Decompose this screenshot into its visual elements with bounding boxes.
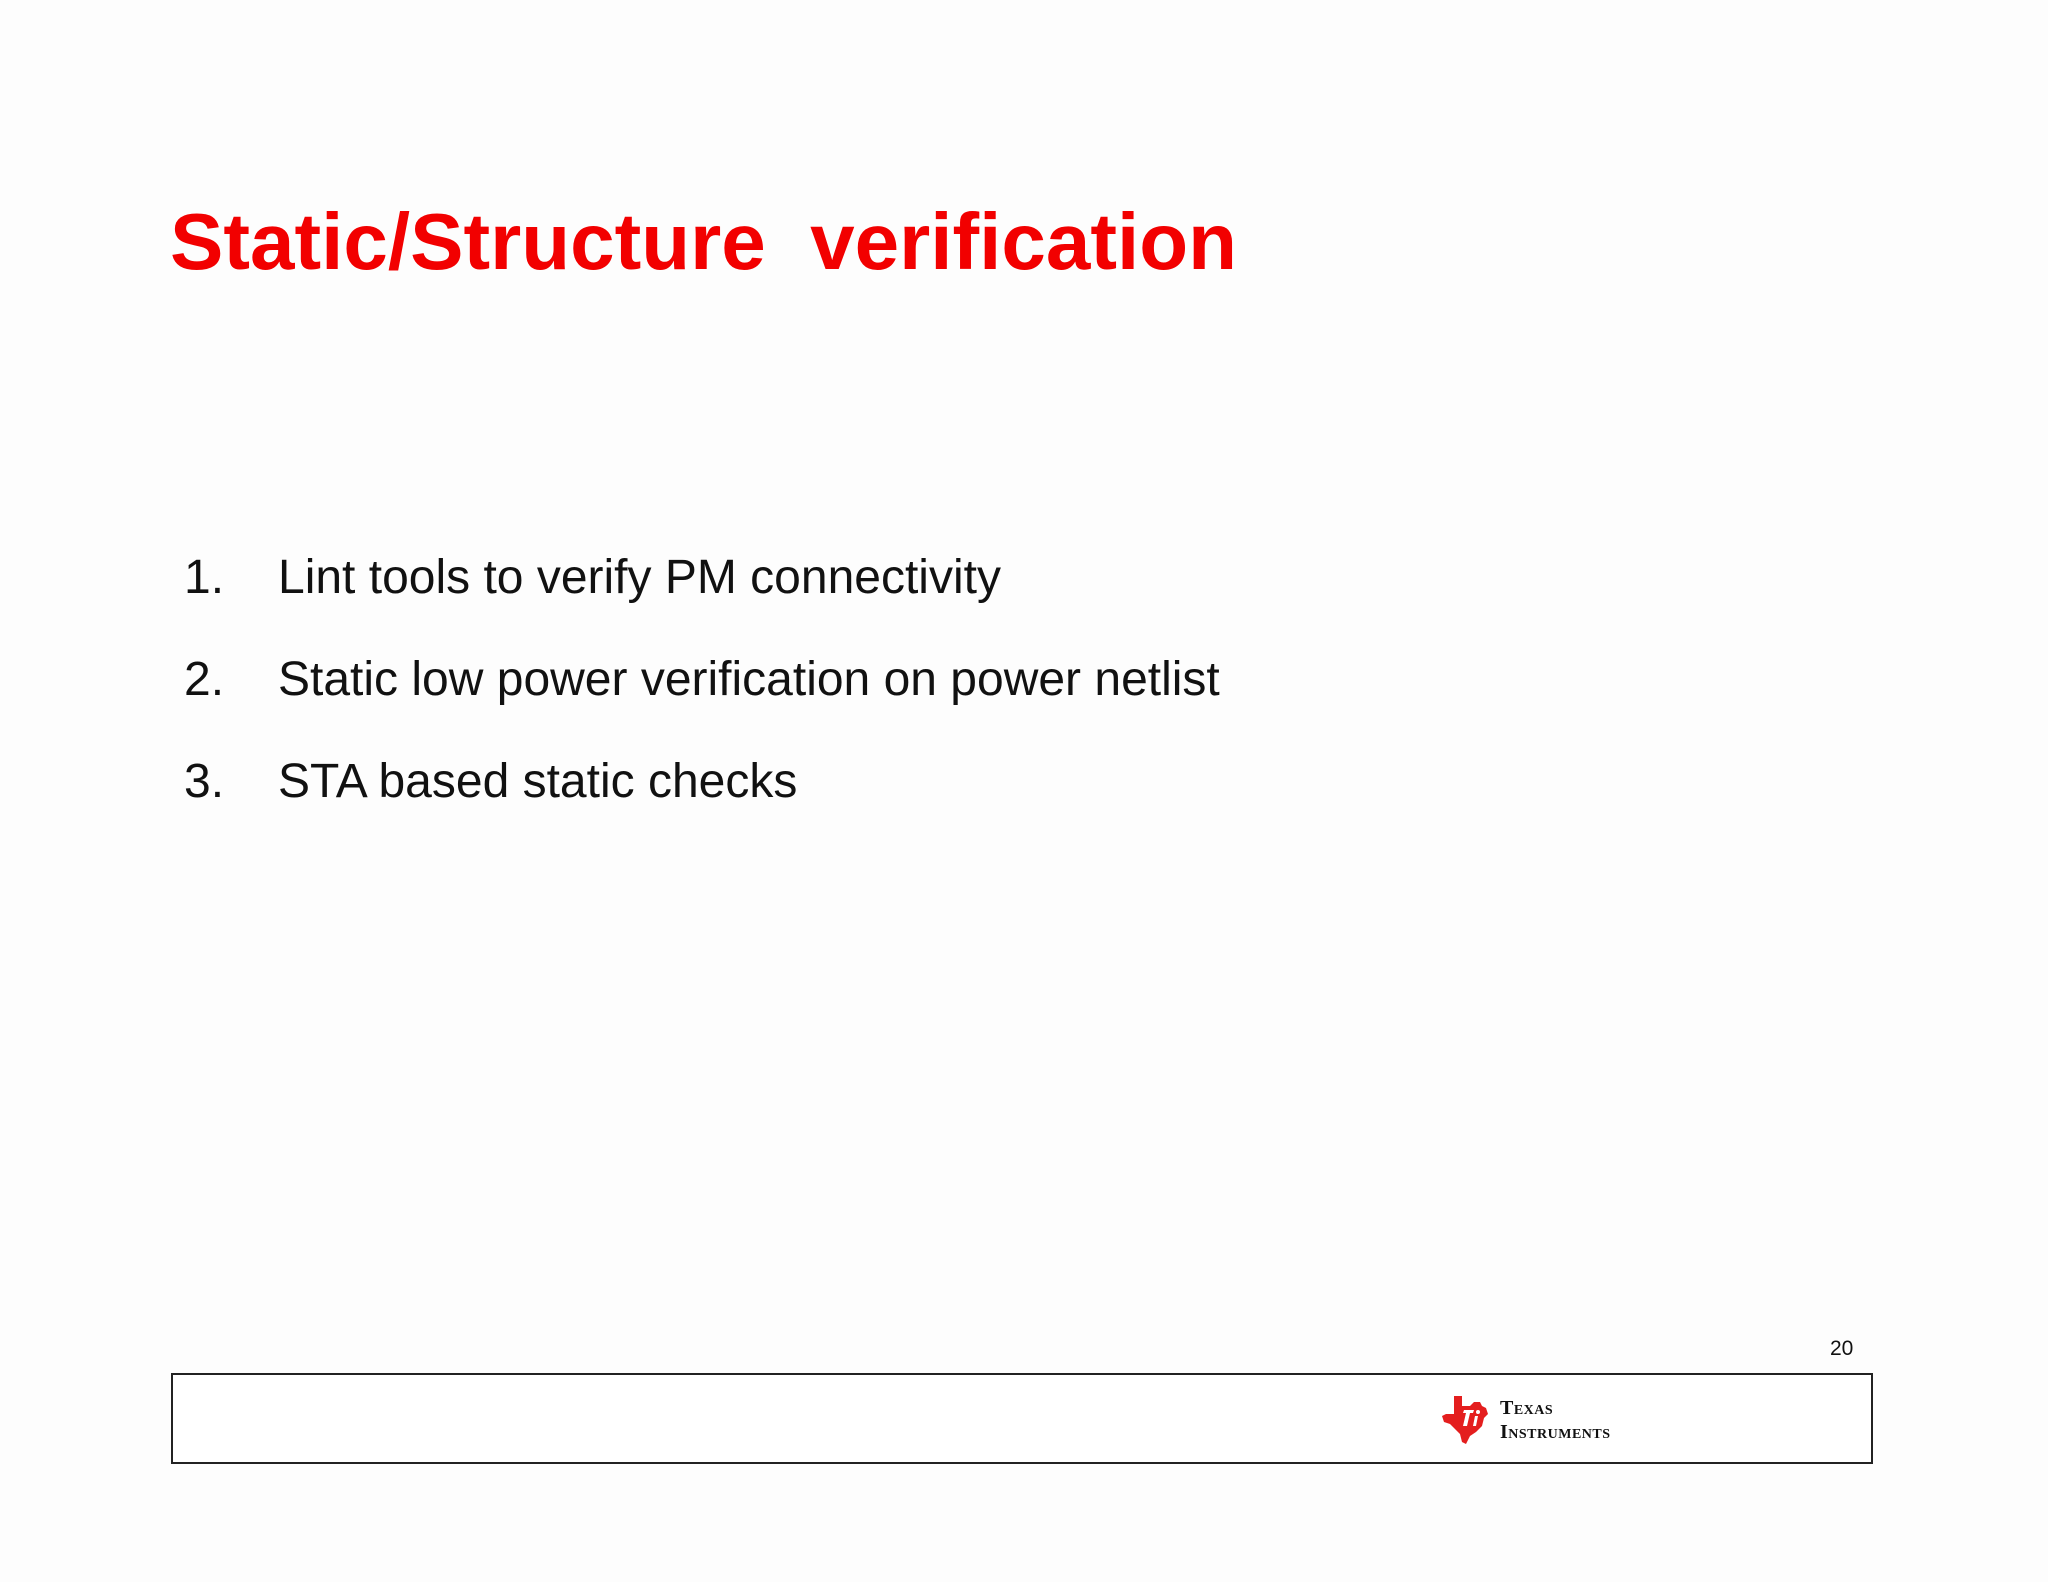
ti-state-emblem-icon [1440,1392,1492,1448]
list-item-text: Lint tools to verify PM connectivity [278,551,1001,604]
list-item-text: STA based static checks [278,755,798,808]
list-item [184,650,1220,752]
slide-title: Static/Structure verification [170,197,1237,286]
list-item-number: 1. [184,551,225,604]
list-item-text: Static low power verification on power netlist [278,653,1220,706]
list-item-number: 3. [184,755,225,808]
list-item-number: 2. [184,653,225,706]
ti-wordmark-line2: Instruments [1500,1421,1611,1443]
page-number: 20 [1830,1337,1854,1360]
list-item [184,752,1220,854]
ti-wordmark [1500,1396,1611,1444]
ti-wordmark-line1: Texas [1500,1397,1554,1419]
bullet-list [184,548,1220,854]
ti-logo [1440,1390,1680,1450]
list-item [184,548,1220,650]
